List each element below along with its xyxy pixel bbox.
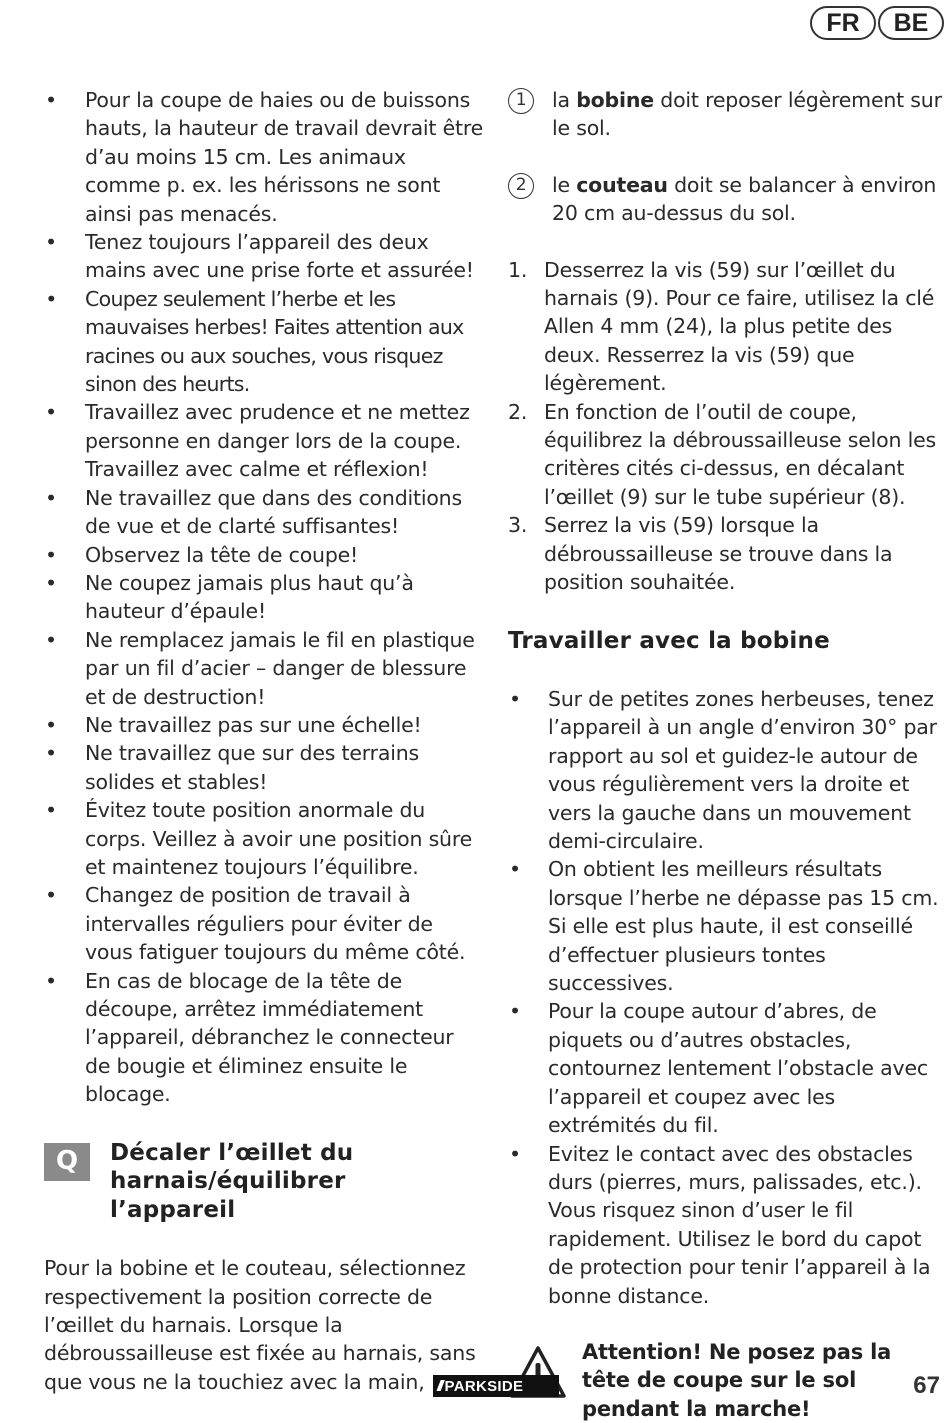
warning-box <box>508 1338 944 1423</box>
list-item: • Pour la coupe de haies ou de buissons hauts, la hauteur de travail devrait être d’au moins 15 cm. Les animaux comme p. ex. les hérissons ne sont ainsi pas menacés. <box>45 88 484 226</box>
list-item: • Ne travaillez que sur des terrains solides et stables! <box>45 741 420 794</box>
parkside-logo: /// PARKSIDE <box>433 1375 559 1397</box>
section-heading-bobine: Travailler avec la bobine <box>508 627 830 654</box>
lang-badge-fr: FR <box>810 6 876 40</box>
list-item: • Tenez toujours l’appareil des deux mains avec une prise forte et assurée! <box>45 230 474 283</box>
bullet-icon: • <box>45 883 57 908</box>
bullet-icon: • <box>45 712 57 737</box>
list-item: • En cas de blocage de la tête de découpe, arrêtez immédiatement l’appareil, débranchez le connecteur de bougie et éliminez ensuite le blocage. <box>45 968 454 1107</box>
section-harness-eyelet <box>44 1139 484 1225</box>
right-column <box>508 86 944 1423</box>
logo-stripes-icon: /// <box>437 1377 441 1395</box>
list-item: • Evitez le contact avec des obstacles durs (pierres, murs, palissades, etc.). Vous risquez sinon d’user le fil rapidement. Utilisez le bord du capot de protection pour tenir l’appareil à la bonne distance. <box>509 1141 931 1308</box>
bullet-icon: • <box>45 88 57 112</box>
list-item: • On obtient les meilleurs résultats lorsque l’herbe ne dépasse pas 15 cm. Si elle est plus haute, il est conseillé d’effectuer plusieurs tontes successives. <box>509 857 939 996</box>
bullet-icon: • <box>509 857 521 882</box>
lang-badge-be: BE <box>878 6 944 40</box>
bullet-icon: • <box>509 999 521 1024</box>
bullet-icon: • <box>45 286 57 311</box>
step-item: 3. Serrez la vis (59) lorsque la débroussailleuse se trouve dans la position souhaitée. <box>508 513 893 595</box>
list-item: • Ne travaillez que dans des conditions de vue et de clarté suffisantes! <box>45 485 462 539</box>
list-item: • Pour la coupe autour d’abres, de piquets ou d’autres obstacles, contournez lentement l’obstacle avec l’appareil et coupez avec les extrémités du fil. <box>509 999 928 1138</box>
language-badges <box>810 6 944 40</box>
bullet-icon: • <box>45 570 57 595</box>
bullet-icon: • <box>45 485 57 510</box>
list-item: • Observez la tête de coupe! <box>44 541 484 569</box>
list-item: • Ne remplacez jamais le fil en plastique par un fil d’acier – danger de blessure et de destruction! <box>45 627 475 709</box>
bullet-icon: • <box>45 798 57 823</box>
circled-number: 2 <box>508 173 534 199</box>
list-item: • Travaillez avec prudence et ne mettez personne en danger lors de la coupe. Travaillez avec calme et réflexion! <box>45 400 470 482</box>
list-item: • Ne coupez jamais plus haut qu’à hauteur d’épaule! <box>45 570 414 624</box>
bullet-icon: • <box>45 968 57 993</box>
list-item: • Évitez toute position anormale du corps. Veillez à avoir une position sûre et maintenez toujours l’équilibre. <box>45 798 473 879</box>
warning-text: Attention! Ne posez pas la tête de coupe sur le sol pendant la marche! <box>582 1339 892 1421</box>
step-item: 2. En fonction de l’outil de coupe, équilibrez la débroussailleuse selon les critères cités ci-dessus, en décalant l’œillet (9) sur le tube supérieur (8). <box>508 399 936 509</box>
bullet-icon: • <box>45 627 57 652</box>
list-item: • Coupez seulement l’herbe et les mauvaises herbes! Faites attention aux racines ou aux souches, vous risquez sinon des heurts. <box>45 286 464 397</box>
step-item: 1. Desserrez la vis (59) sur l’œillet du harnais (9). Pour ce faire, utilisez la clé Allen 4 mm (24), la plus petite des deux. Resserrez la vis (59) que légèrement. <box>508 257 935 396</box>
circled-item: 2 le couteau doit se balancer à environ 20 cm au-dessus du sol. <box>508 171 944 228</box>
list-item: • Changez de position de travail à intervalles réguliers pour éviter de vous fatiguer toujours du même côté. <box>45 883 466 965</box>
bobine-bullet-list <box>508 685 944 1310</box>
circled-number: 1 <box>508 88 534 114</box>
left-column <box>44 86 484 1396</box>
section-badge: Q <box>44 1143 90 1181</box>
bullet-icon: • <box>45 741 57 766</box>
safety-bullet-list <box>44 86 484 1109</box>
bullet-icon: • <box>509 1141 521 1166</box>
list-item: • Sur de petites zones herbeuses, tenez l’appareil à un angle d’environ 30° par rapport au sol et guidez-le autour de vous régulièrement vers la droite et vers la gauche dans un mouvement demi-circulaire. <box>509 687 937 854</box>
intro-paragraph: Pour la bobine et le couteau, sélectionnez respectivement la position correcte de l’œillet du harnais. Lorsque la débroussailleuse est fixée au harnais, sans que vous ne la touchiez avec la main, <box>44 1256 476 1394</box>
bullet-icon: • <box>45 400 57 425</box>
list-item: • Ne travaillez pas sur une échelle! <box>44 711 484 739</box>
bullet-icon: • <box>509 687 521 711</box>
bullet-icon: • <box>45 230 57 255</box>
bullet-icon: • <box>45 542 57 567</box>
steps-list <box>508 256 944 597</box>
page-number: 67 <box>913 1372 940 1399</box>
circled-item: 1 la bobine doit reposer légèrement sur le sol. <box>508 86 944 143</box>
section-title: Décaler l’œillet du harnais/équilibrer l’appareil <box>110 1139 354 1223</box>
